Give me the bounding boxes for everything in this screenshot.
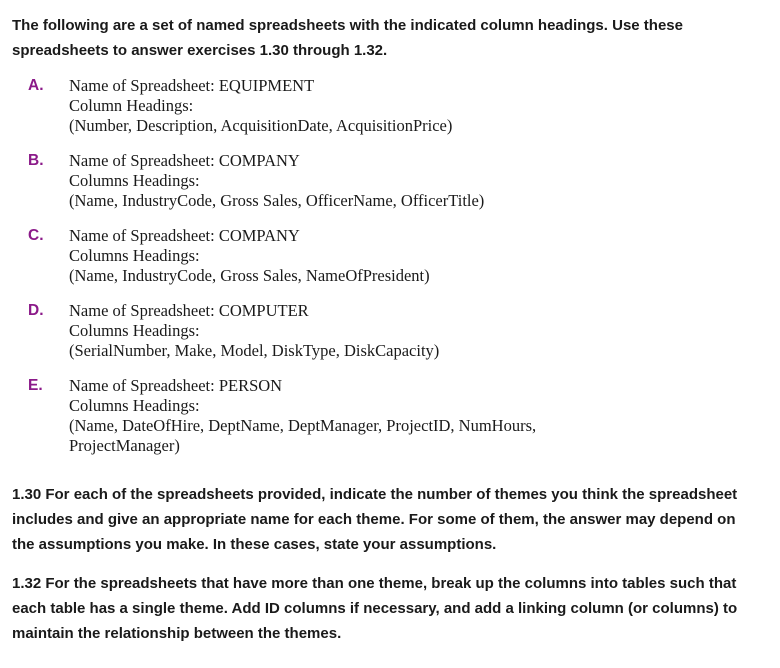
exercise-line: maintain the relationship between the themes. bbox=[12, 625, 342, 642]
spreadsheet-item-b bbox=[28, 151, 748, 211]
intro-line: The following are a set of named spreadsheets with the indicated column headings. Use these bbox=[12, 17, 683, 34]
column-list-continued: ProjectManager) bbox=[69, 436, 180, 455]
item-body bbox=[69, 376, 748, 456]
item-body bbox=[69, 151, 748, 211]
item-letter: D. bbox=[28, 302, 44, 319]
spreadsheet-item-a bbox=[28, 76, 748, 136]
spreadsheet-name: Name of Spreadsheet: COMPANY bbox=[69, 151, 300, 170]
exercise-line: the assumptions you make. In these cases, state your assumptions. bbox=[12, 536, 497, 553]
exercise-line: 1.32 For the spreadsheets that have more than one theme, break up the columns into tables such that bbox=[12, 575, 737, 592]
spreadsheet-item-d bbox=[28, 301, 748, 361]
spreadsheet-item-c bbox=[28, 226, 748, 286]
exercise-line: includes and give an appropriate name for each theme. For some of them, the answer may depend on bbox=[12, 511, 736, 528]
headings-label: Columns Headings: bbox=[69, 321, 200, 340]
item-letter: E. bbox=[28, 377, 43, 394]
item-letter: C. bbox=[28, 227, 44, 244]
column-list: (SerialNumber, Make, Model, DiskType, DiskCapacity) bbox=[69, 341, 440, 360]
exercise-1-30 bbox=[12, 482, 767, 557]
headings-label: Column Headings: bbox=[69, 96, 194, 115]
intro-line: spreadsheets to answer exercises 1.30 through 1.32. bbox=[12, 42, 388, 59]
intro-paragraph bbox=[12, 13, 757, 63]
exercise-line: each table has a single theme. Add ID columns if necessary, and add a linking column (or columns) to bbox=[12, 600, 738, 617]
spreadsheet-name: Name of Spreadsheet: PERSON bbox=[69, 376, 283, 395]
spreadsheet-name: Name of Spreadsheet: EQUIPMENT bbox=[69, 76, 315, 95]
item-letter: B. bbox=[28, 152, 44, 169]
spreadsheet-name: Name of Spreadsheet: COMPUTER bbox=[69, 301, 309, 320]
headings-label: Columns Headings: bbox=[69, 396, 200, 415]
headings-label: Columns Headings: bbox=[69, 171, 200, 190]
spreadsheet-list bbox=[28, 76, 748, 471]
column-list: (Name, DateOfHire, DeptName, DeptManager, ProjectID, NumHours, bbox=[69, 416, 537, 435]
column-list: (Name, IndustryCode, Gross Sales, NameOfPresident) bbox=[69, 266, 430, 285]
spreadsheet-name: Name of Spreadsheet: COMPANY bbox=[69, 226, 300, 245]
headings-label: Columns Headings: bbox=[69, 246, 200, 265]
item-body bbox=[69, 76, 748, 136]
exercise-1-32 bbox=[12, 571, 767, 646]
exercise-line: 1.30 For each of the spreadsheets provided, indicate the number of themes you think the spreadsheet bbox=[12, 486, 738, 503]
column-list: (Number, Description, AcquisitionDate, AcquisitionPrice) bbox=[69, 116, 453, 135]
column-list: (Name, IndustryCode, Gross Sales, OfficerName, OfficerTitle) bbox=[69, 191, 485, 210]
item-body bbox=[69, 301, 748, 361]
spreadsheet-item-e bbox=[28, 376, 748, 456]
item-letter: A. bbox=[28, 77, 44, 94]
item-body bbox=[69, 226, 748, 286]
